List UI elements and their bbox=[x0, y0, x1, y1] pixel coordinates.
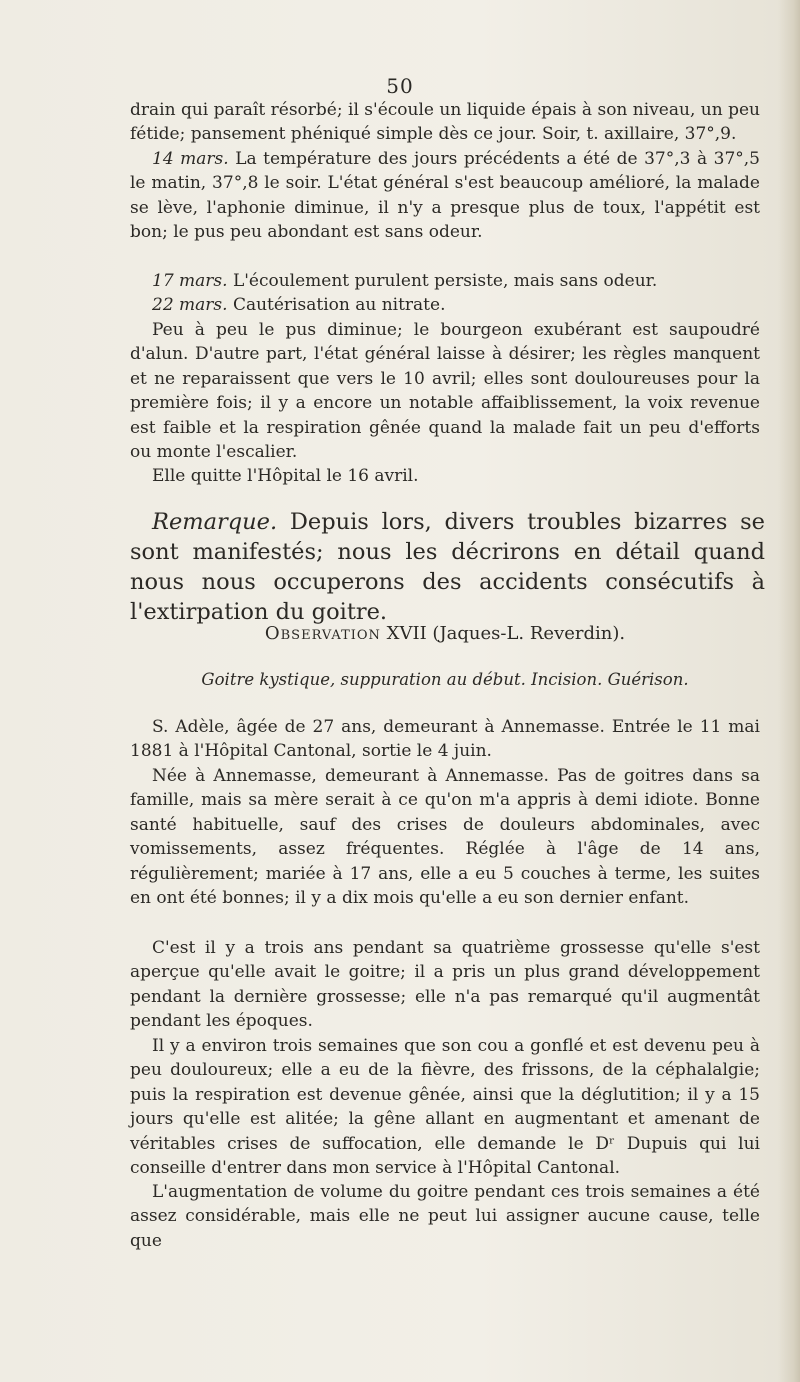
entry-14-mars bbox=[130, 147, 760, 245]
entry-22-mars bbox=[130, 293, 760, 317]
date-17-mars: 17 mars. bbox=[152, 271, 228, 291]
observation-paragraph-4: Il y a environ trois semaines que son cou a gonflé et est devenu peu à peu douloureux; elle a eu de la fièvre, des frissons, de la céphalalgie; puis la respiration est devenue gênée, ainsi que la déglutition; il y a 15 jours qu'elle est alitée; la gêne allant en augmentant et amenant de véritables crises de suffocation, elle demande le Dʳ Dupuis qui lui conseille d'entrer dans mon service à l'Hôpital Cantonal. bbox=[130, 1036, 760, 1179]
observation-paragraph-3: C'est il y a trois ans pendant sa quatrième grossesse qu'elle s'est aperçue qu'elle avait le goitre; il a pris un plus grand développement pendant la dernière grossesse; elle n'a pas remarqué qu'il augmentât pendant les époques. bbox=[130, 938, 760, 1032]
entry-14-mars-text: La température des jours précédents a été de 37°,3 à 37°,5 le matin, 37°,8 le soir. L'état général s'est beaucoup amélioré, la malade se lève, l'aphonie diminue, il n'y a presque plus de toux, l'appétit est bon; le pus peu abondant est sans odeur. bbox=[130, 149, 760, 243]
observation-paragraph-5: L'augmentation de volume du goitre pendant ces trois semaines a été assez considérable, mais elle ne peut lui assigner aucune cause, telle que bbox=[130, 1182, 760, 1251]
observation-heading-label: Observation bbox=[264, 623, 381, 644]
paragraph-quitte-hopital: Elle quitte l'Hôpital le 16 avril. bbox=[152, 466, 419, 486]
page-number: 50 bbox=[386, 74, 414, 98]
observation-subtitle: Goitre kystique, suppuration au début. Incision. Guérison. bbox=[201, 670, 689, 689]
observation-heading-detail: XVII (Jaques-L. Reverdin). bbox=[380, 623, 626, 644]
page-edge-shadow bbox=[778, 0, 800, 1382]
entry-22-mars-text: Cautérisation au nitrate. bbox=[227, 295, 446, 315]
remark-paragraph bbox=[130, 507, 765, 627]
observation-paragraph-1: S. Adèle, âgée de 27 ans, demeurant à Annemasse. Entrée le 11 mai 1881 à l'Hôpital Cantonal, sortie le 4 juin. bbox=[130, 717, 760, 762]
entry-17-mars bbox=[130, 269, 760, 293]
date-22-mars: 22 mars. bbox=[152, 295, 228, 315]
date-14-mars: 14 mars. bbox=[152, 149, 229, 169]
paragraph-continued: drain qui paraît résorbé; il s'écoule un liquide épais à son niveau, un peu fétide; pansement phéniqué simple dès ce jour. Soir, t. axillaire, 37°,9. bbox=[130, 100, 760, 145]
entry-17-mars-text: L'écoulement purulent persiste, mais sans odeur. bbox=[227, 271, 658, 291]
observation-heading bbox=[130, 623, 760, 644]
paragraph-pus-diminue: Peu à peu le pus diminue; le bourgeon exubérant est saupoudré d'alun. D'autre part, l'état général laisse à désirer; les règles manquent et ne reparaissent que vers le 10 avril; elles sont douloureuses pour la première fois; il y a encore un notable affaiblissement, la voix revenue est faible et la respiration gênée quand la malade fait un peu d'efforts ou monte l'escalier. bbox=[130, 320, 760, 463]
observation-paragraph-2: Née à Annemasse, demeurant à Annemasse. Pas de goitres dans sa famille, mais sa mère serait à ce qu'on m'a appris à demi idiote. Bonne santé habituelle, sauf des crises de douleurs abdominales, avec vomissements, assez fréquentes. Réglée à l'âge de 14 ans, régulièrement; mariée à 17 ans, elle a eu 5 couches à terme, les suites en ont été bonnes; il y a dix mois qu'elle a eu son dernier enfant. bbox=[130, 766, 760, 909]
remark-label: Remarque. bbox=[152, 509, 278, 535]
remark-text: Depuis lors, divers troubles bizarres se sont manifestés; nous les décrirons en détail quand nous nous occuperons des accidents consécutifs à l'extirpation du goitre. bbox=[130, 509, 765, 625]
